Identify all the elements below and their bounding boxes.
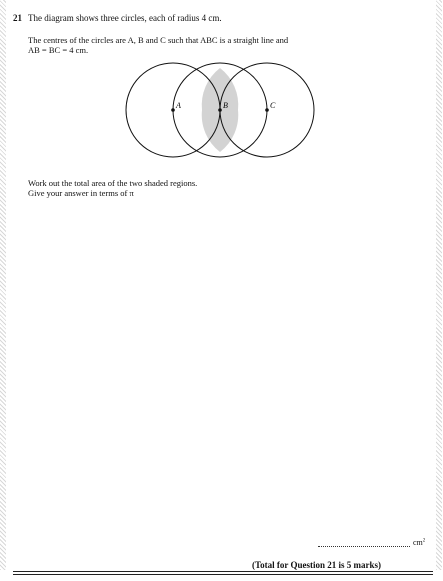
three-circles-diagram bbox=[120, 60, 320, 170]
footer-rule bbox=[13, 571, 433, 572]
label-b: B bbox=[223, 101, 228, 110]
point-b bbox=[218, 108, 222, 112]
answer-unit: $cm^2$ bbox=[413, 538, 426, 547]
label-a: A bbox=[176, 101, 181, 110]
answer-line[interactable] bbox=[318, 546, 410, 547]
right-margin-hatch bbox=[436, 0, 442, 570]
question-intro: The diagram shows three circles, each of radius 4 cm. bbox=[28, 13, 222, 23]
point-c bbox=[265, 108, 269, 112]
question-total: (Total for Question 21 is 5 marks) bbox=[252, 560, 382, 570]
instruction-line-1: Work out the total area of the two shaded regions. bbox=[28, 178, 198, 188]
footer-rule-2 bbox=[13, 574, 433, 575]
question-line-2: AB = BC = 4 cm. bbox=[28, 45, 89, 55]
label-c: C bbox=[270, 101, 276, 110]
point-a bbox=[171, 108, 175, 112]
question-number: 21 bbox=[13, 13, 22, 23]
instruction-line-2: Give your answer in terms of π bbox=[28, 188, 134, 198]
left-margin-hatch bbox=[0, 0, 6, 570]
question-line-1: The centres of the circles are A, B and C such that ABC is a straight line and bbox=[28, 35, 289, 45]
